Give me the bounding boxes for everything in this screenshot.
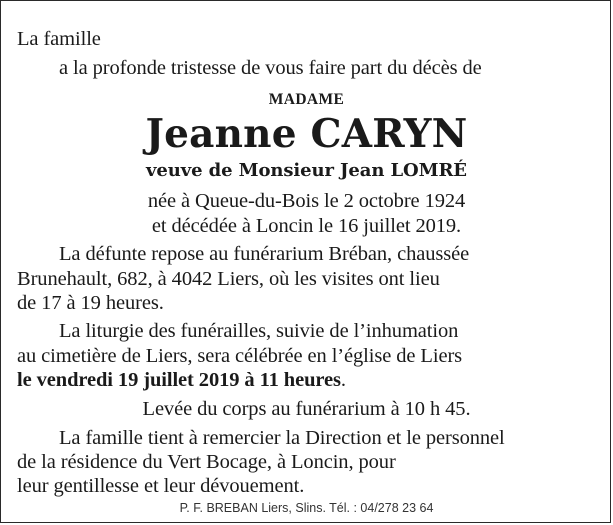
- death-line: et décédée à Loncin le 16 juillet 2019.: [151, 215, 462, 237]
- repose-line-2: Brunehault, 682, à 4042 Liers, où les visites ont lieu: [17, 268, 440, 290]
- liturgy-line-3: [17, 368, 346, 392]
- thanks-line-3: leur gentillesse et leur dévouement.: [17, 475, 305, 497]
- liturgy-line-1: La liturgie des funérailles, suivie de l’inhumation: [59, 320, 459, 342]
- thanks-line-2: de la résidence du Vert Bocage, à Loncin, pour: [17, 451, 396, 473]
- widow-of-line: veuve de Monsieur Jean LOMRÉ: [146, 160, 467, 181]
- opening-line: La famille: [17, 28, 101, 50]
- repose-line-3: de 17 à 19 heures.: [17, 292, 164, 314]
- liturgy-period: .: [340, 369, 346, 391]
- liturgy-line-2: au cimetière de Liers, sera célébrée en l’église de Liers: [17, 345, 463, 367]
- announcement-line: a la profonde tristesse de vous faire part du décès de: [59, 57, 482, 79]
- birth-line: née à Queue-du-Bois le 2 octobre 1924: [147, 190, 466, 212]
- liturgy-date: le vendredi 19 juillet 2019 à 11 heures: [17, 369, 341, 391]
- title-label: MADAME: [268, 91, 345, 108]
- repose-line-1: La défunte repose au funérarium Bréban, chaussée: [59, 243, 470, 265]
- deceased-name: Jeanne CARYN: [145, 111, 468, 157]
- thanks-line-1: La famille tient à remercier la Direction et le personnel: [59, 427, 505, 449]
- funeral-home-footer: P. F. BREBAN Liers, Slins. Tél. : 04/278 23 64: [179, 501, 434, 515]
- levee-line: Levée du corps au funérarium à 10 h 45.: [142, 398, 471, 420]
